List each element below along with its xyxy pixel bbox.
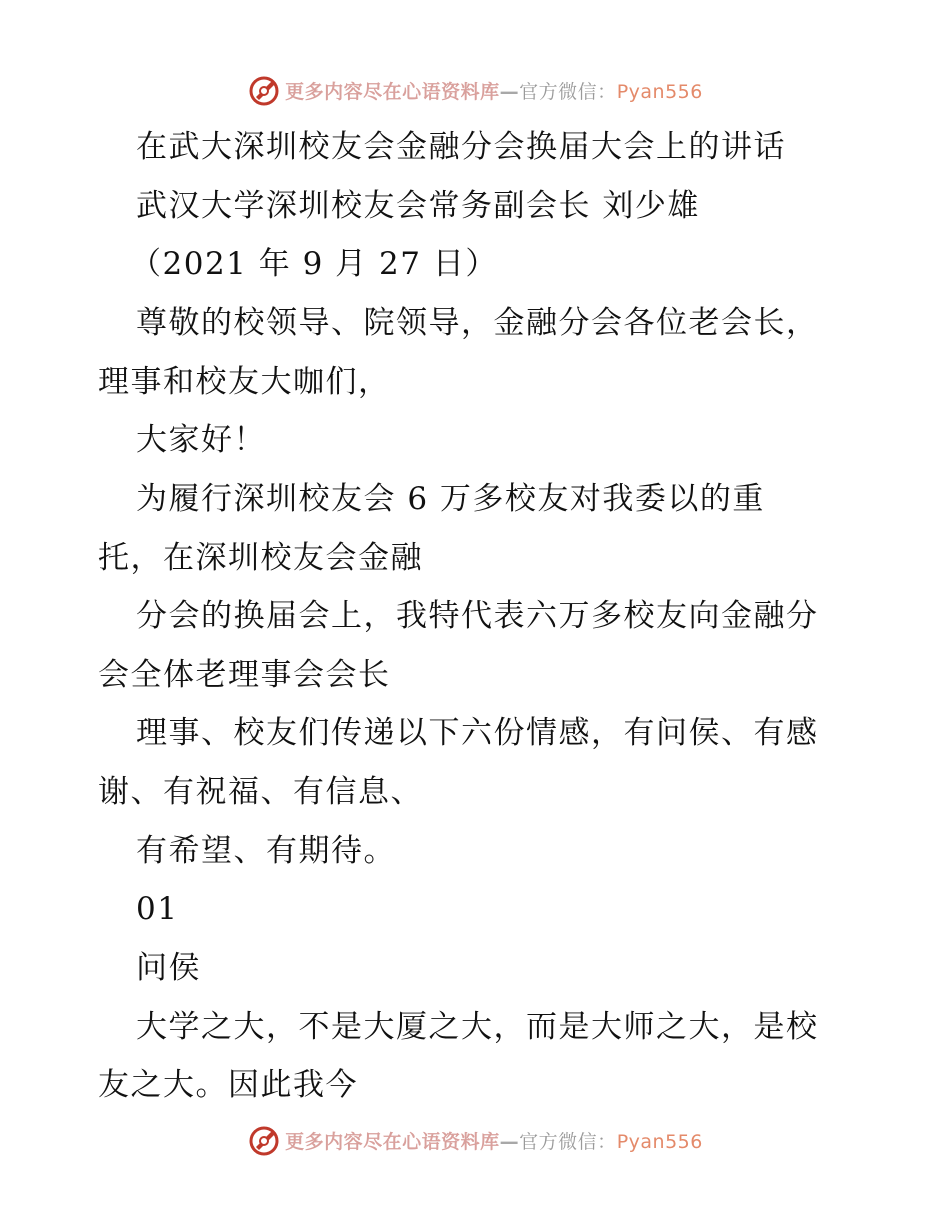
paragraph-2-line-2: 会全体老理事会会长: [98, 657, 391, 693]
salutation-line-2: 理事和校友大咖们，: [98, 364, 391, 400]
section-title: 问侯: [136, 950, 201, 986]
paragraph-3-line-2: 谢、有祝福、有信息、: [98, 774, 423, 810]
date-line: （2021 年 9 月 27 日）: [130, 246, 498, 282]
header-watermark: [0, 70, 950, 110]
paragraph-1-line-2: 托，在深圳校友会金融: [98, 540, 423, 576]
watermark-brand: 更多内容尽在心语资料库: [285, 80, 500, 103]
watermark-text: [285, 1127, 703, 1154]
watermark-wechat: Pyan556: [616, 80, 703, 103]
watermark-label: 官方微信：: [519, 1130, 617, 1153]
paragraph-1-line-1: 为履行深圳校友会 6 万多校友对我委以的重: [136, 481, 765, 517]
paragraph-5-line-2: 友之大。因此我今: [98, 1067, 358, 1103]
speaker-line: 武汉大学深圳校友会常务副会长 刘少雄: [136, 188, 700, 224]
paragraph-4: 有希望、有期待。: [136, 833, 396, 869]
quill-seal-logo-icon: [247, 1123, 281, 1157]
salutation-line-1: 尊敬的校领导、院领导，金融分会各位老会长，: [136, 305, 819, 341]
watermark-wechat: Pyan556: [616, 1130, 703, 1153]
watermark-separator: —: [499, 1130, 520, 1153]
watermark-brand: 更多内容尽在心语资料库: [285, 1130, 500, 1153]
document-title: 在武大深圳校友会金融分会换届大会上的讲话: [136, 129, 786, 165]
watermark-separator: —: [499, 80, 520, 103]
quill-seal-logo-icon: [247, 73, 281, 107]
footer-watermark: [0, 1120, 950, 1160]
watermark-label: 官方微信：: [519, 80, 617, 103]
paragraph-5-line-1: 大学之大，不是大厦之大，而是大师之大，是校: [136, 1009, 819, 1045]
paragraph-3-line-1: 理事、校友们传递以下六份情感，有问侯、有感: [136, 715, 819, 751]
paragraph-2-line-1: 分会的换届会上，我特代表六万多校友向金融分: [136, 598, 819, 634]
greeting: 大家好！: [136, 422, 266, 458]
section-number: 01: [136, 891, 179, 927]
watermark-text: [285, 77, 703, 104]
